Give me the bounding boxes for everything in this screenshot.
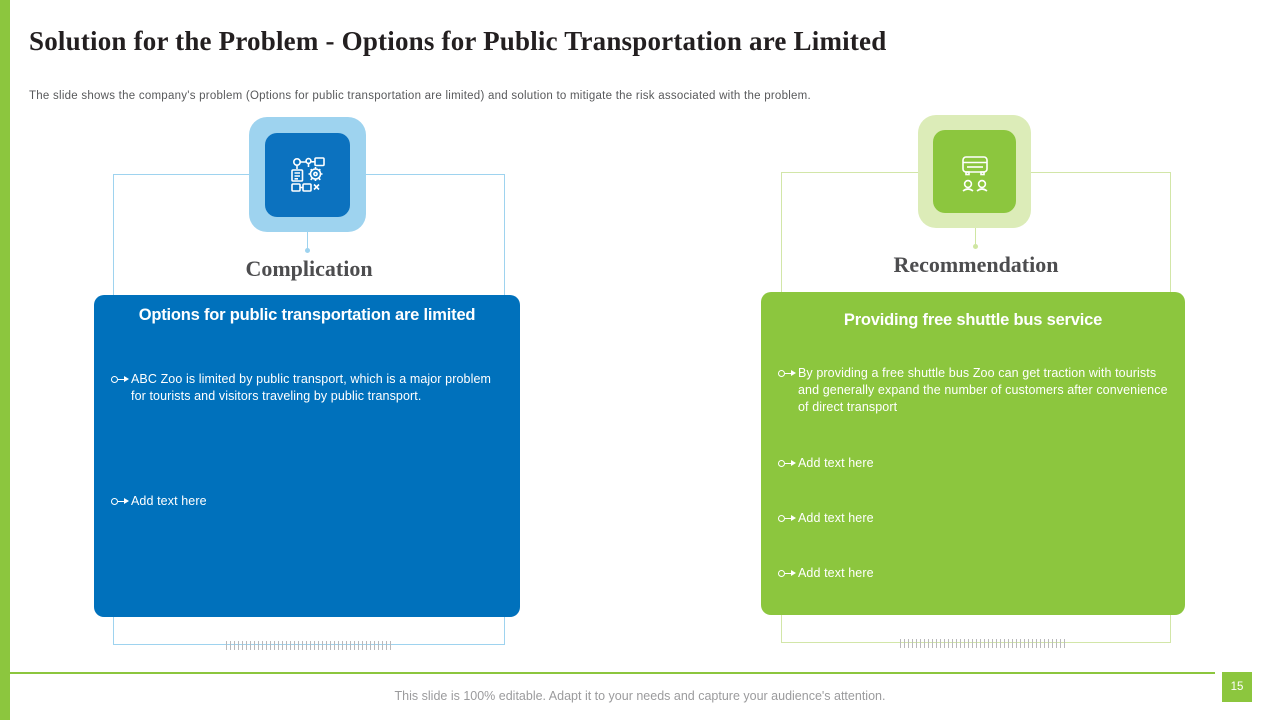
bullet-arrow-icon <box>778 567 798 581</box>
left-accent-bar <box>0 0 10 720</box>
network-settings-icon <box>265 133 350 217</box>
recommendation-connector-dot <box>973 244 978 249</box>
complication-frame-hatch <box>226 641 392 650</box>
bullet-arrow-icon <box>778 512 798 526</box>
bullet-text: Add text here <box>798 511 874 525</box>
complication-card <box>94 295 520 617</box>
bullet-text: Add text here <box>131 494 207 508</box>
bullet-text: ABC Zoo is limited by public transport, which is a major problem for tourists and visitors traveling by public transport. <box>131 372 492 403</box>
page-number-badge: 15 <box>1222 672 1252 702</box>
bullet-arrow-icon <box>778 457 798 471</box>
bullet-arrow-icon <box>111 495 131 509</box>
recommendation-bullet-2 <box>778 455 1168 472</box>
recommendation-bullet-1 <box>778 365 1168 416</box>
bullet-text: By providing a free shuttle bus Zoo can get traction with tourists and generally expand the number of customers after convenience of direct transport <box>798 366 1168 414</box>
bus-people-icon <box>933 130 1016 213</box>
bullet-text: Add text here <box>798 566 874 580</box>
page-subtitle: The slide shows the company's problem (Options for public transportation are limited) and solution to mitigate the risk associated with the problem. <box>29 90 811 102</box>
recommendation-bullet-4 <box>778 565 1168 582</box>
complication-connector-dot <box>305 248 310 253</box>
complication-card-title: Options for public transportation are limited <box>138 306 476 324</box>
recommendation-frame-hatch <box>900 639 1066 648</box>
footer-note: This slide is 100% editable. Adapt it to your needs and capture your audience's attention. <box>394 689 886 703</box>
page-title: Solution for the Problem - Options for Public Transportation are Limited <box>29 26 887 56</box>
complication-bullet-2 <box>111 493 501 510</box>
recommendation-bullet-3 <box>778 510 1168 527</box>
recommendation-card <box>761 292 1185 615</box>
bullet-text: Add text here <box>798 456 874 470</box>
page-badge-mask <box>1222 702 1252 720</box>
complication-bullet-1 <box>111 371 501 405</box>
bullet-arrow-icon <box>111 373 131 387</box>
recommendation-card-title: Providing free shuttle bus service <box>843 311 1103 329</box>
footer-divider <box>10 672 1215 674</box>
complication-icon-badge <box>249 117 366 232</box>
recommendation-icon-badge <box>918 115 1031 228</box>
complication-heading: Complication <box>245 256 373 281</box>
bullet-arrow-icon <box>778 367 798 381</box>
recommendation-heading: Recommendation <box>893 252 1059 277</box>
